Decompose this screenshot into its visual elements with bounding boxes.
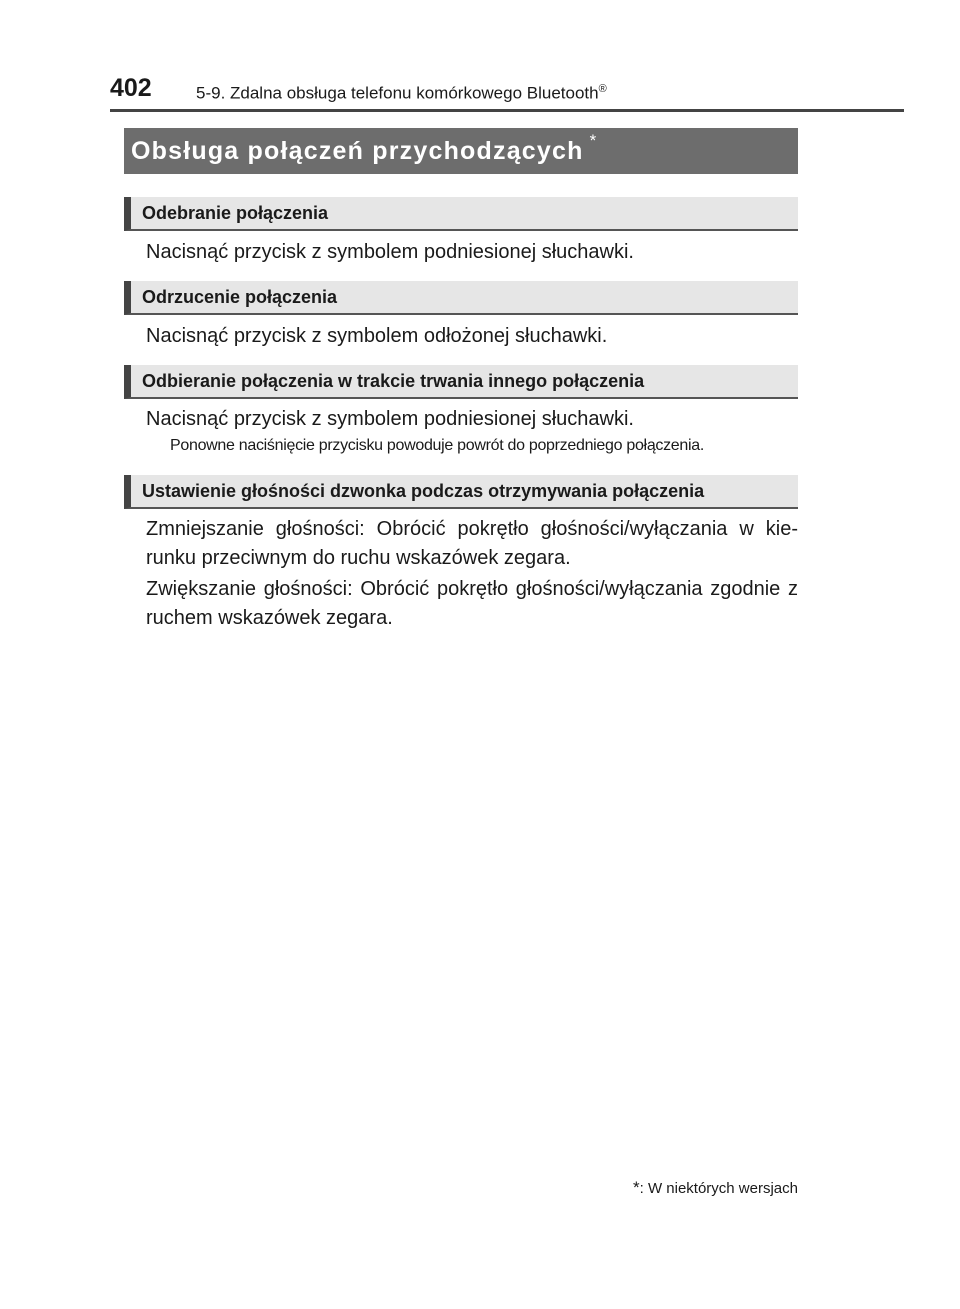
title-footnote-star: *	[589, 131, 597, 150]
reject-call-instruction: Nacisnąć przycisk z symbolem odłożonej słuchawki.	[146, 325, 608, 347]
footnote	[633, 1178, 798, 1198]
footnote-text: : W niektórych wersjach	[639, 1180, 798, 1197]
chapter-title	[196, 83, 607, 104]
subheading-text: Odebranie połączenia	[142, 202, 329, 223]
section-title-bar	[124, 128, 798, 174]
subheading-text: Odrzucenie połączenia	[142, 286, 338, 307]
subheading-text: Odbieranie połączenia w trakcie trwania innego połączenia	[142, 370, 645, 391]
volume-decrease-instruction: Zmniejszanie głośności: Obrócić pokrętło głośności/wyłączania w kie-runku przeciwnym do ruchu wskazówek zegara.	[146, 518, 798, 569]
registered-mark: ®	[598, 83, 607, 95]
subheading-reject-call	[124, 281, 798, 315]
call-waiting-instruction: Nacisnąć przycisk z symbolem podniesionej słuchawki.	[146, 408, 634, 430]
volume-increase-instruction: Zwiększanie głośności: Obrócić pokrętło głośności/wyłączania zgodnie z ruchem wskazówek zegara.	[146, 578, 798, 629]
subheading-text: Ustawienie głośności dzwonka podczas otrzymywania połączenia	[142, 480, 705, 501]
header-rule	[110, 109, 904, 112]
call-waiting-note: Ponowne naciśnięcie przycisku powoduje powrót do poprzedniego połączenia.	[170, 437, 705, 454]
subheading-call-waiting	[124, 365, 798, 399]
footnote-star: *	[632, 1178, 640, 1197]
chapter-title-text: 5-9. Zdalna obsługa telefonu komórkowego Bluetooth	[196, 83, 599, 103]
subheading-ringtone-volume	[124, 475, 798, 509]
subheading-answer-call	[124, 197, 798, 231]
answer-call-instruction: Nacisnąć przycisk z symbolem podniesionej słuchawki.	[146, 241, 634, 263]
page-number: 402	[110, 74, 152, 102]
section-title: Obsługa połączeń przychodzących	[131, 136, 584, 165]
